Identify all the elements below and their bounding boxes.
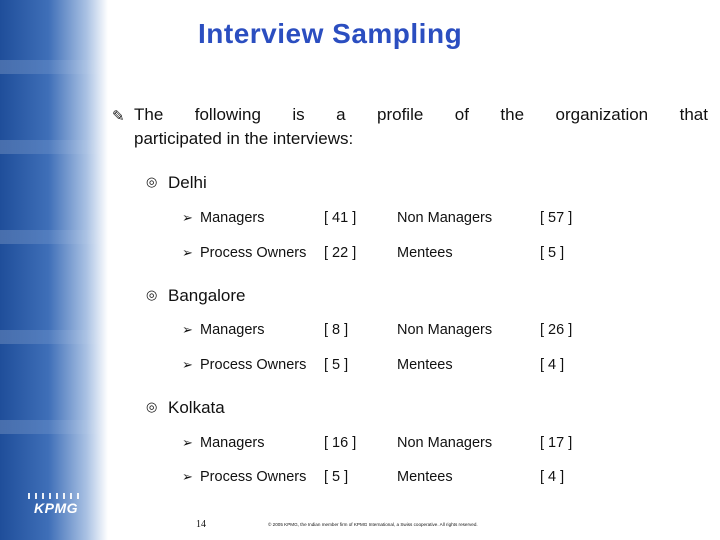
kpmg-logo: KPMG — [34, 500, 78, 516]
row-label: Process Owners — [200, 469, 307, 485]
row-value: [ 17 ] — [540, 435, 573, 451]
arrow-bullet-icon: ➢ — [182, 435, 193, 450]
intro-line-1: The following is a profile of the organization that — [134, 105, 708, 124]
table-row — [182, 469, 702, 489]
arrow-bullet-icon: ➢ — [182, 245, 193, 260]
row-label: Process Owners — [200, 245, 307, 261]
sidebar-streak — [0, 140, 108, 154]
sidebar-streak — [0, 60, 108, 74]
target-bullet-icon: ◎ — [146, 399, 158, 414]
table-row — [182, 245, 702, 265]
row-label: Non Managers — [397, 435, 493, 451]
region-name: Kolkata — [168, 398, 225, 417]
row-value: [ 8 ] — [324, 322, 349, 338]
region-name: Bangalore — [168, 286, 246, 305]
target-bullet-icon: ◎ — [146, 287, 158, 302]
kpmg-logo-bars — [28, 493, 79, 499]
row-label: Non Managers — [397, 322, 493, 338]
row-label: Mentees — [397, 245, 453, 261]
copyright-notice: © 2005 KPMG, the Indian member firm of KPMG International, a Swiss cooperative. All rights reserved. — [268, 522, 478, 527]
row-value: [ 16 ] — [324, 435, 357, 451]
row-value: [ 5 ] — [324, 357, 349, 373]
row-value: [ 4 ] — [540, 469, 565, 485]
sidebar-streak — [0, 330, 108, 344]
row-label: Managers — [200, 435, 265, 451]
row-value: [ 5 ] — [540, 245, 565, 261]
row-label: Process Owners — [200, 357, 307, 373]
row-label: Mentees — [397, 469, 453, 485]
row-value: [ 5 ] — [324, 469, 349, 485]
region-name: Delhi — [168, 173, 207, 192]
intro-line-2: participated in the interviews: — [134, 129, 354, 148]
row-label: Non Managers — [397, 210, 493, 226]
table-row — [182, 322, 702, 342]
row-value: [ 57 ] — [540, 210, 573, 226]
arrow-bullet-icon: ➢ — [182, 469, 193, 484]
row-value: [ 4 ] — [540, 357, 565, 373]
arrow-bullet-icon: ➢ — [182, 322, 193, 337]
row-value: [ 22 ] — [324, 245, 357, 261]
table-row — [182, 357, 702, 377]
target-bullet-icon: ◎ — [146, 174, 158, 189]
page-number: 14 — [196, 519, 206, 530]
pencil-icon: ✎ — [112, 108, 125, 125]
row-label: Managers — [200, 210, 265, 226]
row-label: Mentees — [397, 357, 453, 373]
sidebar-gradient — [0, 0, 108, 540]
sidebar-streak — [0, 230, 108, 244]
row-value: [ 41 ] — [324, 210, 357, 226]
arrow-bullet-icon: ➢ — [182, 357, 193, 372]
slide-title: Interview Sampling — [198, 18, 463, 49]
arrow-bullet-icon: ➢ — [182, 210, 193, 225]
sidebar-streak — [0, 420, 108, 434]
row-value: [ 26 ] — [540, 322, 573, 338]
table-row — [182, 435, 702, 455]
table-row — [182, 210, 702, 230]
row-label: Managers — [200, 322, 265, 338]
